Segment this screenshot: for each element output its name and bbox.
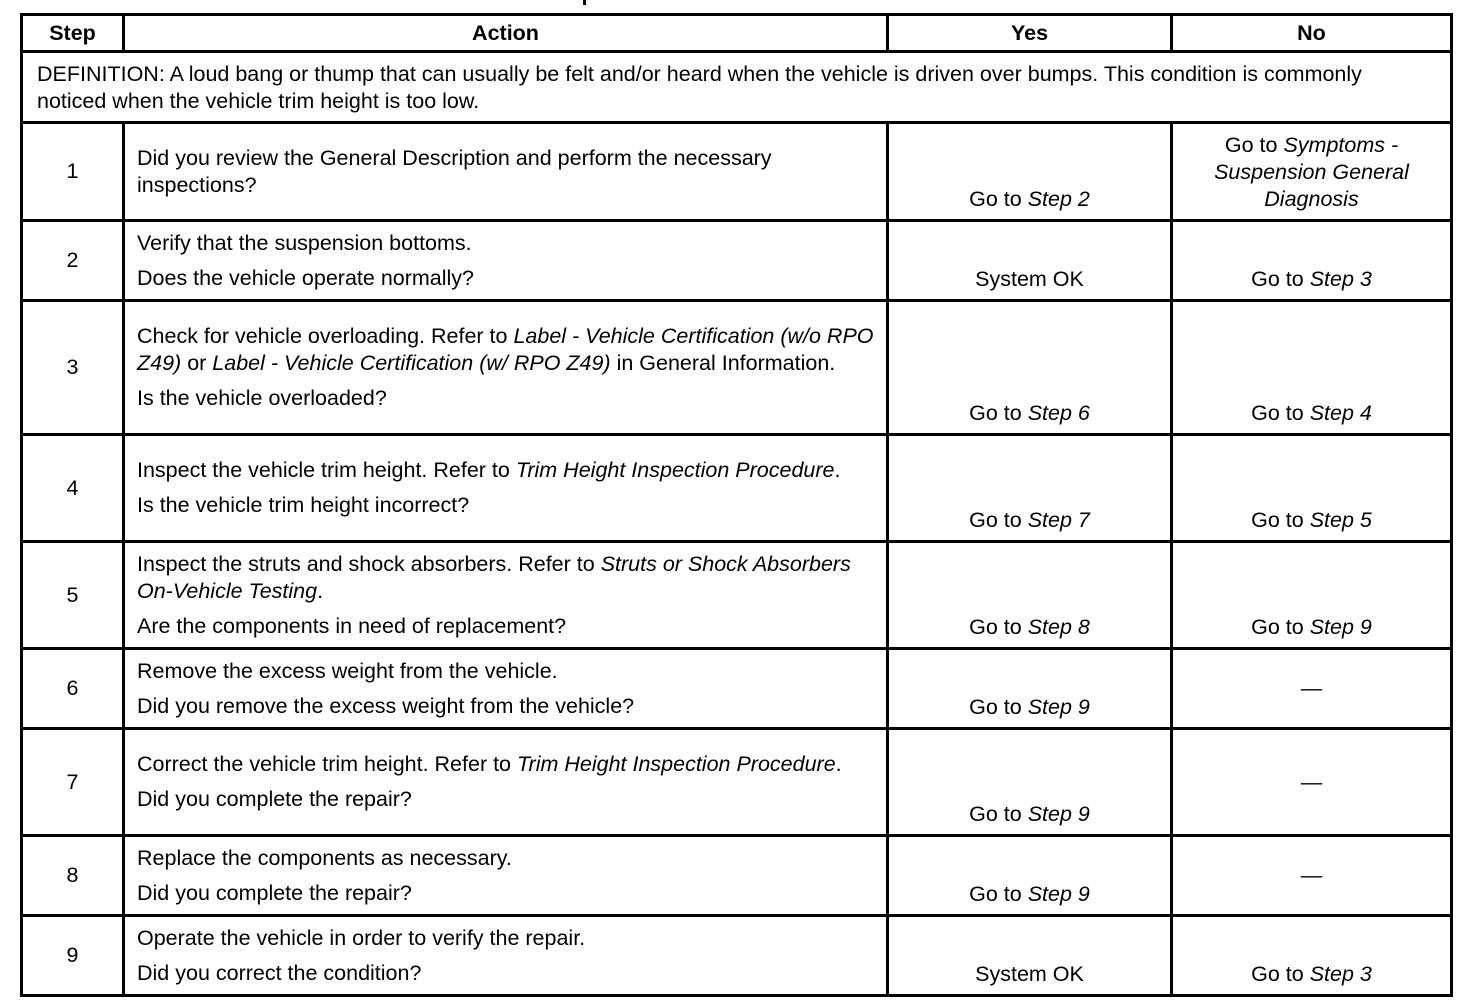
action-question: Does the vehicle operate normally? — [137, 265, 475, 290]
reference-link[interactable]: Label - Vehicle Certification (w/o RPO Z49) — [137, 324, 874, 375]
step-number: 7 — [22, 729, 124, 836]
step-number: 2 — [22, 221, 124, 301]
no-result-text: — — [1300, 769, 1323, 794]
no-result-text: Go to — [1251, 962, 1310, 986]
instruction-text: Did you review the General Description and perform the necessary inspections? — [137, 145, 772, 197]
no-result — [1172, 542, 1452, 649]
no-result — [1172, 916, 1452, 996]
no-result-link[interactable]: Step 3 — [1309, 267, 1372, 291]
no-result — [1172, 649, 1452, 729]
header-row — [22, 15, 1452, 52]
action-cell — [124, 916, 888, 996]
action-cell — [124, 221, 888, 301]
header-yes: Yes — [888, 15, 1172, 52]
yes-result-link[interactable]: Step 7 — [1027, 508, 1090, 532]
yes-result-text: Go to — [969, 187, 1028, 211]
yes-result — [888, 916, 1172, 996]
instruction-text: in General Information. — [610, 351, 836, 375]
instruction-text: Check for vehicle overloading. Refer to — [137, 324, 514, 348]
no-result-link[interactable]: Step 5 — [1309, 508, 1372, 532]
no-result-link[interactable]: Step 9 — [1309, 615, 1372, 639]
instruction-text: Inspect the struts and shock absorbers. Refer to — [137, 551, 601, 576]
step-number: 9 — [22, 916, 124, 996]
yes-result-link[interactable]: Step 6 — [1027, 401, 1090, 425]
instruction-text: Inspect the vehicle trim height. Refer to — [137, 458, 516, 482]
action-instruction — [137, 658, 874, 685]
no-result — [1172, 836, 1452, 916]
yes-result — [888, 649, 1172, 729]
step-number: 4 — [22, 435, 124, 542]
action-instruction — [137, 145, 874, 199]
yes-result-text: Go to — [969, 615, 1028, 639]
definition-row — [22, 52, 1452, 123]
yes-result-text: System OK — [975, 962, 1084, 986]
no-result-text: Go to — [1251, 267, 1310, 291]
no-result — [1172, 221, 1452, 301]
action-cell — [124, 836, 888, 916]
no-result-link[interactable]: Symptoms - Suspension General Diagnosis — [1214, 133, 1409, 211]
instruction-text: or — [181, 351, 213, 375]
action-cell — [124, 123, 888, 221]
yes-result-text: Go to — [969, 882, 1028, 906]
header-no: No — [1172, 15, 1452, 52]
action-instruction — [137, 845, 874, 872]
instruction-text: Replace the components as necessary. — [137, 845, 512, 870]
yes-result-text: System OK — [975, 267, 1084, 291]
yes-result — [888, 836, 1172, 916]
yes-result-text: Go to — [969, 508, 1028, 532]
action-instruction — [137, 925, 874, 952]
yes-result-link[interactable]: Step 9 — [1027, 882, 1090, 906]
table-row — [22, 123, 1452, 221]
action-instruction — [137, 457, 874, 484]
yes-result-text: Go to — [969, 802, 1028, 826]
table-row — [22, 836, 1452, 916]
action-question: Did you complete the repair? — [137, 880, 412, 905]
table-row — [22, 729, 1452, 836]
yes-result — [888, 301, 1172, 435]
step-number: 1 — [22, 123, 124, 221]
yes-result — [888, 221, 1172, 301]
yes-result-text: Go to — [969, 401, 1028, 425]
reference-link[interactable]: Trim Height Inspection Procedure — [517, 752, 836, 776]
action-question: Did you complete the repair? — [137, 787, 412, 811]
action-question: Is the vehicle overloaded? — [137, 386, 387, 410]
no-result-text: Go to — [1251, 508, 1310, 532]
yes-result — [888, 123, 1172, 221]
action-cell — [124, 435, 888, 542]
reference-link[interactable]: Trim Height Inspection Procedure — [515, 458, 835, 482]
instruction-text: Correct the vehicle trim height. Refer to — [137, 752, 517, 776]
header-step: Step — [22, 15, 124, 52]
action-cell — [124, 649, 888, 729]
instruction-text: Operate the vehicle in order to verify the repair. — [137, 925, 586, 950]
step-number: 8 — [22, 836, 124, 916]
no-result-text: Go to — [1224, 133, 1284, 157]
yes-result-link[interactable]: Step 9 — [1027, 802, 1090, 826]
yes-result — [888, 435, 1172, 542]
table-row — [22, 301, 1452, 435]
yes-result — [888, 729, 1172, 836]
no-result — [1172, 301, 1452, 435]
table-row — [22, 916, 1452, 996]
yes-result-link[interactable]: Step 2 — [1027, 187, 1090, 211]
no-result-text: — — [1300, 863, 1323, 887]
no-result — [1172, 435, 1452, 542]
no-result-text: Go to — [1251, 615, 1310, 639]
action-question: Did you remove the excess weight from the vehicle? — [137, 693, 635, 718]
diagnostic-table — [20, 13, 1453, 997]
header-action: Action — [124, 15, 888, 52]
action-cell — [124, 542, 888, 649]
action-cell — [124, 301, 888, 435]
yes-result-text: Go to — [969, 695, 1028, 719]
table-row — [22, 221, 1452, 301]
table-row — [22, 435, 1452, 542]
table-row — [22, 542, 1452, 649]
action-instruction — [137, 230, 874, 257]
instruction-text: Remove the excess weight from the vehicle. — [137, 658, 558, 683]
reference-link[interactable]: Struts or Shock Absorbers On-Vehicle Testing — [137, 551, 851, 603]
yes-result-link[interactable]: Step 8 — [1027, 615, 1090, 639]
action-question: Are the components in need of replacement? — [137, 613, 567, 638]
cut-off-title-fragment — [583, 0, 586, 5]
instruction-text: . — [834, 458, 841, 482]
yes-result-link[interactable]: Step 9 — [1027, 695, 1090, 719]
instruction-text: Verify that the suspension bottoms. — [137, 230, 472, 255]
step-number: 5 — [22, 542, 124, 649]
table-row — [22, 649, 1452, 729]
action-instruction — [137, 551, 874, 605]
action-instruction — [137, 323, 874, 377]
yes-result — [888, 542, 1172, 649]
definition-text: DEFINITION: A loud bang or thump that can usually be felt and/or heard when the vehicle is driven over bumps. This condition is commonly noticed when the vehicle trim height is too low. — [22, 52, 1452, 123]
step-number: 6 — [22, 649, 124, 729]
action-question: Is the vehicle trim height incorrect? — [137, 493, 470, 517]
no-result — [1172, 123, 1452, 221]
no-result-link[interactable]: Step 4 — [1309, 401, 1372, 425]
instruction-text: . — [317, 578, 324, 603]
no-result-text: — — [1300, 676, 1323, 700]
action-cell — [124, 729, 888, 836]
instruction-text: . — [835, 752, 842, 776]
action-question: Did you correct the condition? — [137, 960, 422, 985]
no-result-text: Go to — [1251, 401, 1310, 425]
no-result-link[interactable]: Step 3 — [1309, 962, 1372, 986]
no-result — [1172, 729, 1452, 836]
action-instruction — [137, 751, 874, 778]
reference-link[interactable]: Label - Vehicle Certification (w/ RPO Z49) — [212, 351, 611, 375]
step-number: 3 — [22, 301, 124, 435]
